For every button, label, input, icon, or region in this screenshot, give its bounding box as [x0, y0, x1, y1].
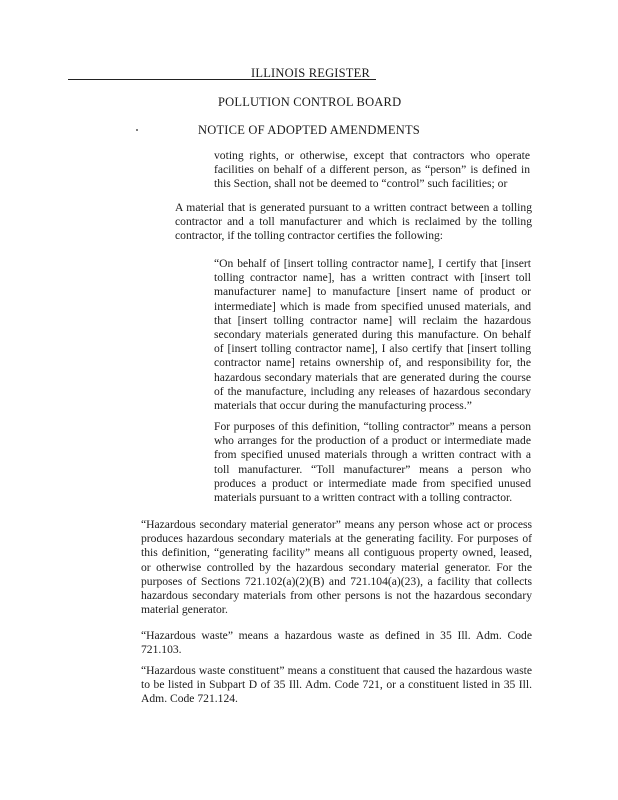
- board-title: POLLUTION CONTROL BOARD: [218, 95, 402, 109]
- header-rule: [68, 79, 376, 80]
- register-title: ILLINOIS REGISTER: [251, 66, 371, 80]
- paragraph-voting-rights: voting rights, or otherwise, except that contractors who operate facilities on behalf of a different person, as “person” is defined in this Section, shall not be deemed to “control” such facilities; or: [214, 149, 530, 191]
- paragraph-waste-constituent: “Hazardous waste constituent” means a constituent that caused the hazardous waste to be listed in Subpart D of 35 Ill. Adm. Code 721, or a constituent listed in 35 Ill. Adm. Code 721.124.: [141, 664, 532, 706]
- paragraph-hazardous-waste: “Hazardous waste” means a hazardous waste as defined in 35 Ill. Adm. Code 721.103.: [141, 629, 532, 657]
- notice-title: NOTICE OF ADOPTED AMENDMENTS: [198, 123, 420, 137]
- paragraph-certification-quote: “On behalf of [insert tolling contractor name], I certify that [insert tolling contractor name], has a written contract with [insert toll manufacturer name] to manufacture [insert name of product or intermediate] which is made from specified unused materials, and that [insert tolling contractor name] will reclaim the hazardous secondary materials generated during this manufacture. On behalf of [insert tolling contractor name], I also certify that [insert tolling contractor name] retains ownership of, and responsibility for, the hazardous secondary materials that are generated during the course of the manufacture, including any releases of hazardous secondary materials that occur during the manufacturing process.”: [214, 257, 531, 413]
- paragraph-tolling-definition: For purposes of this definition, “tolling contractor” means a person who arranges for the production of a product or intermediate made from specified unused materials through a written contract with a toll manufacturer. “Toll manufacturer” means a person who produces a product or intermediate made from specified unused materials pursuant to a written contract with a tolling contractor.: [214, 420, 531, 505]
- paragraph-generator-definition: “Hazardous secondary material generator” means any person whose act or process produces hazardous secondary materials at the generating facility. For purposes of this definition, “generating facility” means all contiguous property owned, leased, or otherwise controlled by the hazardous secondary material generator. For the purposes of Sections 721.102(a)(2)(B) and 721.104(a)(23), a facility that collects hazardous secondary materials from other persons is not the hazardous secondary material generator.: [141, 518, 532, 617]
- scan-speck: [136, 129, 138, 131]
- paragraph-tolling-material: A material that is generated pursuant to a written contract between a tolling contractor and a toll manufacturer and which is reclaimed by the tolling contractor, if the tolling contractor certifies the following:: [175, 201, 532, 243]
